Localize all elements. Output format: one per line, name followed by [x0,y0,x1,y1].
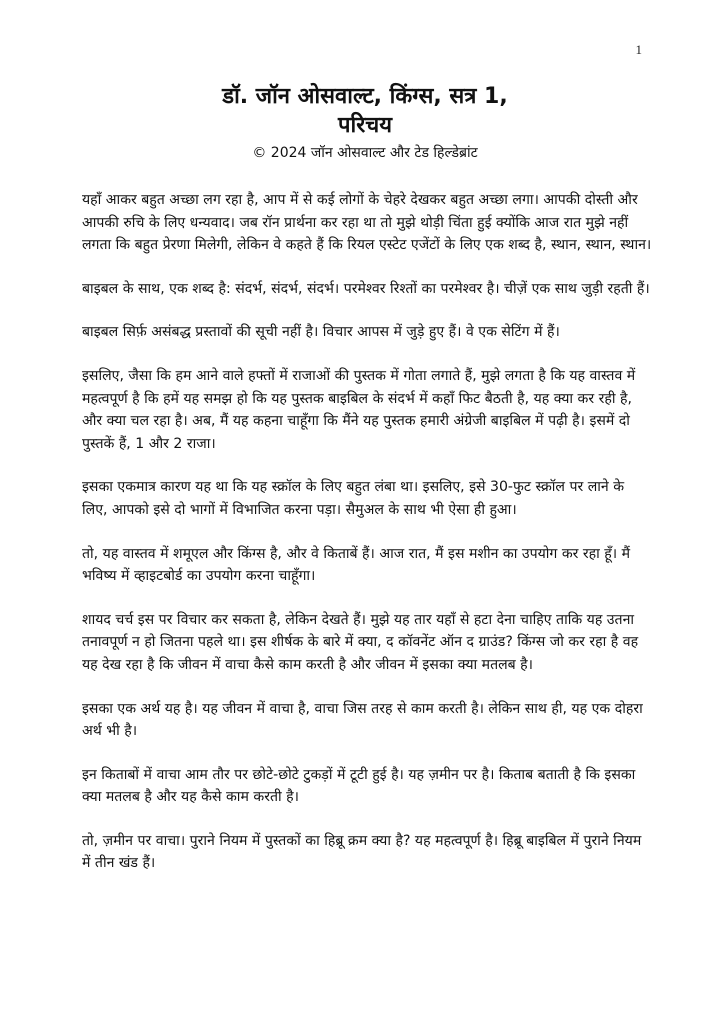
document-body [82,189,652,896]
title-line-1: डॉ. जॉन ओसवाल्ट, किंग्स, सत्र 1, [222,84,508,109]
paragraph: तो, यह वास्तव में शमूएल और किंग्स है, और वे किताबें हैं। आज रात, मैं इस मशीन का उपयोग कर रहा हूँ। मैं भविष्य में व्हाइटबोर्ड का उपयोग करना चाहूँगा। [82,545,631,585]
paragraph: शायद चर्च इस पर विचार कर सकता है, लेकिन देखते हैं। मुझे यह तार यहाँ से हटा देना चाहिए ताकि यह उतना तनावपूर्ण न हो जितना पहले था। इस शीर्षक के बारे में क्या, द कॉवनेंट ऑन द ग्राउंड? किंग्स जो कर रहा है वह यह देख रहा है कि जीवन में वाचा कैसे काम करती है और जीवन में इसका क्या मतलब है। [82,611,639,673]
paragraph: इसलिए, जैसा कि हम आने वाले हफ्तों में राजाओं की पुस्तक में गोता लगाते हैं, मुझे लगता है कि यह वास्तव में महत्वपूर्ण है कि हमें यह समझ हो कि यह पुस्तक बाइबिल के संदर्भ में कहाँ फिट बैठती है, यह क्या कर रही है, और क्या चल रहा है। अब, मैं यह कहना चाहूँगा कि मैंने यह पुस्तक हमारी अंग्रेजी बाइबिल में पढ़ी है। इसमें दो पुस्तकें हैं, 1 और 2 राजा। [82,367,636,452]
paragraph: बाइबल के साथ, एक शब्द है: संदर्भ, संदर्भ, संदर्भ। परमेश्वर रिश्तों का परमेश्वर है। चीज़ें एक साथ जुड़ी रहती हैं। [82,280,650,297]
document-header [80,82,650,163]
paragraph: तो, ज़मीन पर वाचा। पुराने नियम में पुस्तकों का हिब्रू क्रम क्या है? यह महत्वपूर्ण है। हिब्रू बाइबिल में पुराने नियम में तीन खंड हैं। [82,832,642,872]
paragraph: बाइबल सिर्फ़ असंबद्ध प्रस्तावों की सूची नहीं है। विचार आपस में जुड़े हुए हैं। वे एक सेटिंग में हैं। [82,324,560,341]
paragraph: इसका एकमात्र कारण यह था कि यह स्क्रॉल के लिए बहुत लंबा था। इसलिए, इसे 30-फुट स्क्रॉल पर लाने के लिए, आपको इसे दो भागों में विभाजित करना पड़ा। सैमुअल के साथ भी ऐसा ही हुआ। [82,479,625,518]
paragraph: इसका एक अर्थ यह है। यह जीवन में वाचा है, वाचा जिस तरह से काम करती है। लेकिन साथ ही, यह एक दोहरा अर्थ भी है। [82,700,643,740]
page-number: 1 [635,42,642,57]
title-line-2: परिचय [338,113,392,138]
paragraph: यहाँ आकर बहुत अच्छा लग रहा है, आप में से कई लोगों के चेहरे देखकर बहुत अच्छा लगा। आपकी दोस्ती और आपकी रुचि के लिए धन्यवाद। जब रॉन प्रार्थना कर रहा था तो मुझे थोड़ी चिंता हुई क्योंकि आज रात मुझे नहीं लगता कि बहुत प्रेरणा मिलेगी, लेकिन वे कहते हैं कि रियल एस्टेट एजेंटों के लिए एक शब्द है, स्थान, स्थान, स्थान। [82,192,652,254]
document-title [80,82,650,140]
copyright-notice: © 2024 जॉन ओसवाल्ट और टेड हिल्डेब्रांट [252,145,478,161]
paragraph: इन किताबों में वाचा आम तौर पर छोटे-छोटे टुकड़ों में टूटी हुई है। यह ज़मीन पर है। किताब बताती है कि इसका क्या मतलब है और यह कैसे काम करती है। [82,766,636,806]
